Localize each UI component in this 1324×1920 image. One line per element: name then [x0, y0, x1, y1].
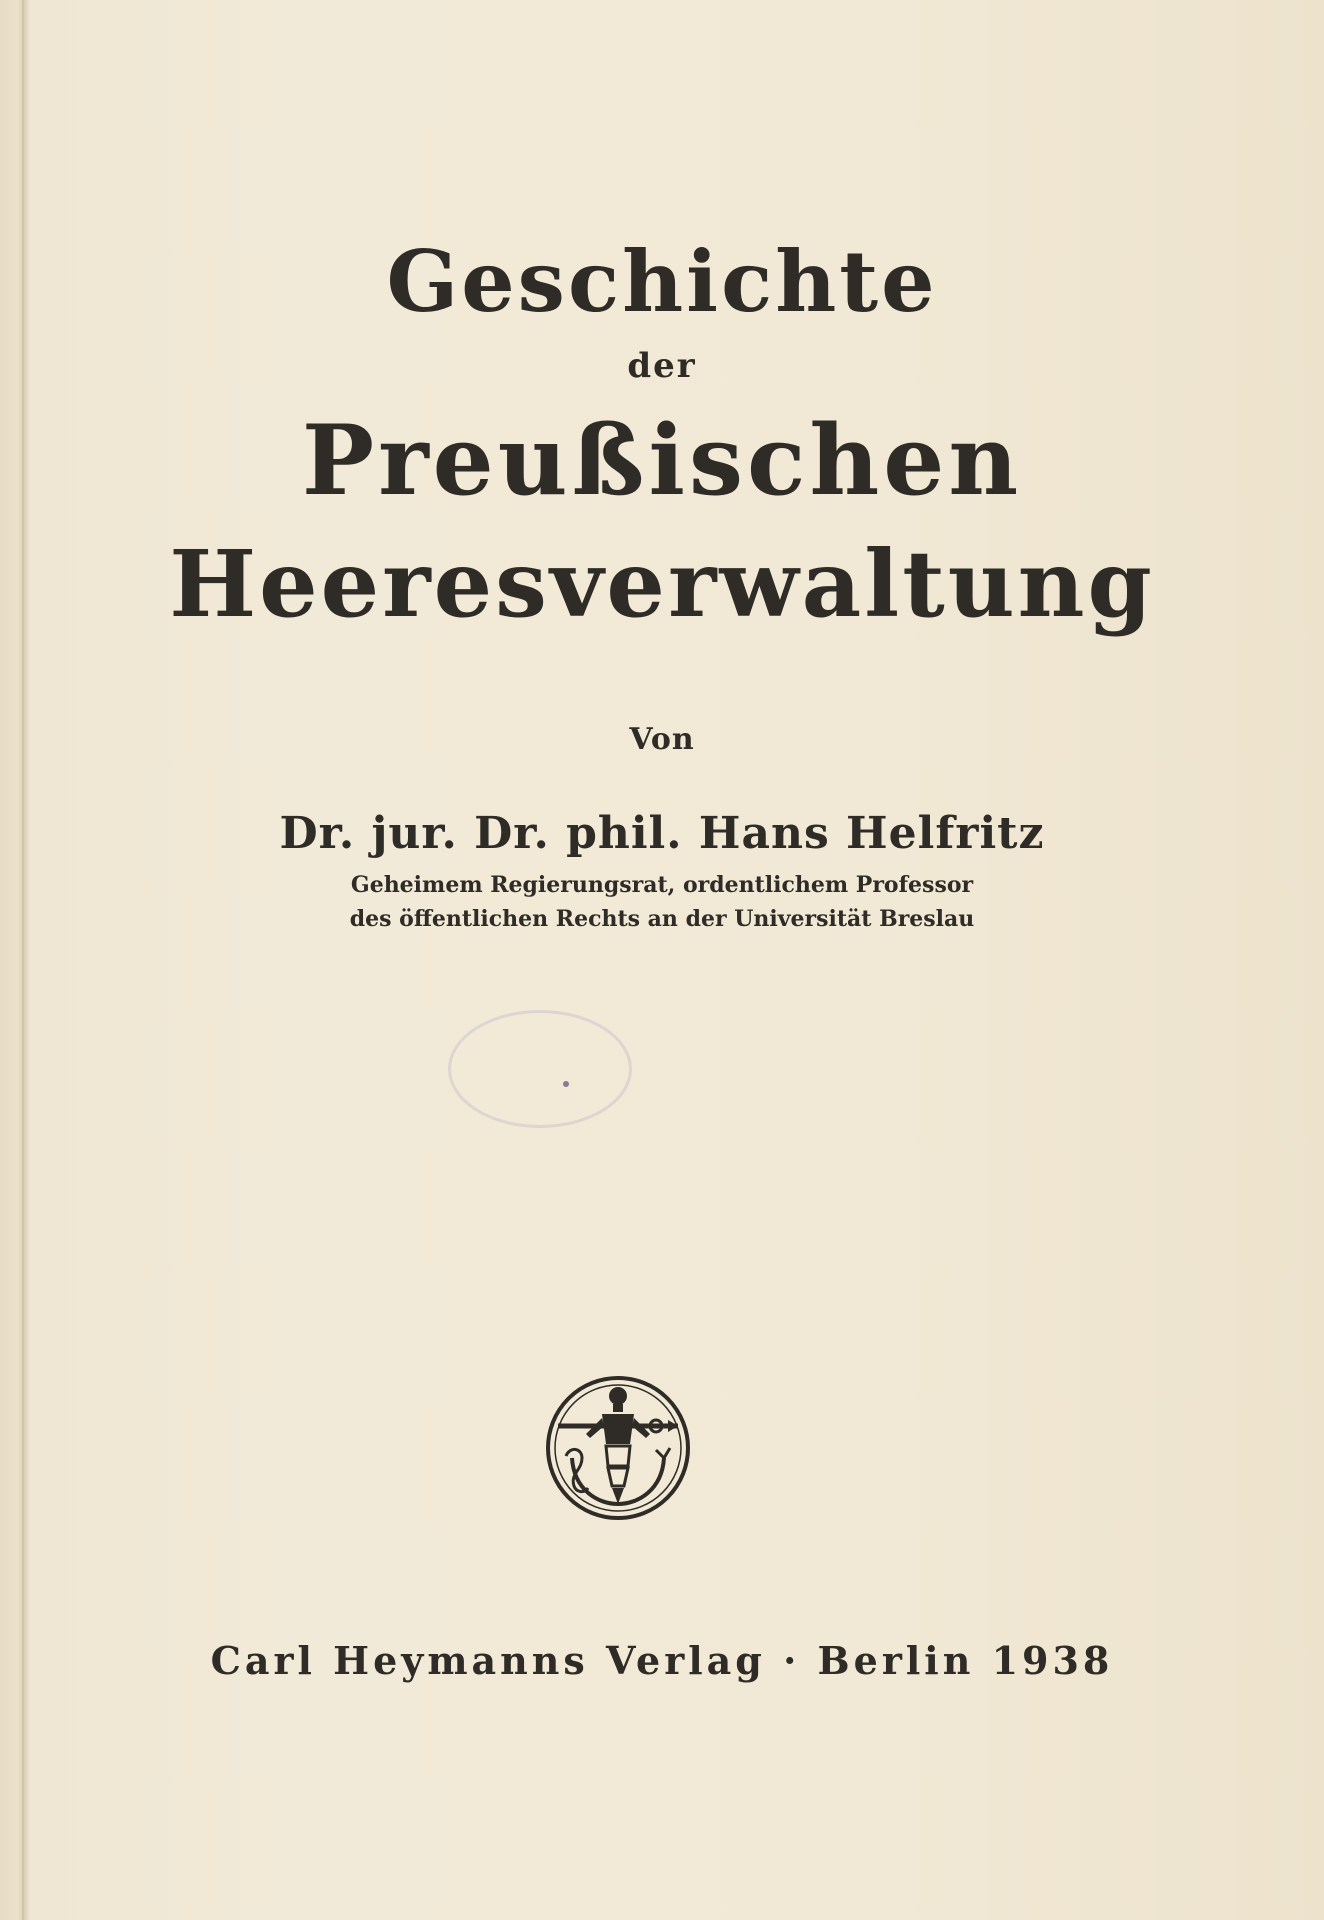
author-affiliation-line-1: Geheimem Regierungsrat, ordentlichem Professor — [350, 872, 974, 898]
byline: Von — [629, 722, 695, 757]
title-line-2: der — [627, 346, 697, 386]
publisher-imprint: Carl Heymanns Verlag · Berlin 1938 — [210, 1638, 1114, 1683]
title-line-1: Geschichte — [386, 232, 938, 331]
title-line-4: Heeresverwaltung — [169, 530, 1155, 638]
publisher-emblem-icon — [544, 1374, 692, 1522]
author-name: Dr. jur. Dr. phil. Hans Helfritz — [279, 808, 1045, 859]
title-line-3: Preußischen — [301, 404, 1023, 517]
stamp-ink-dot — [563, 1081, 569, 1087]
library-stamp — [448, 1010, 632, 1128]
author-affiliation-line-2: des öffentlichen Rechts an der Universität Breslau — [349, 906, 975, 932]
